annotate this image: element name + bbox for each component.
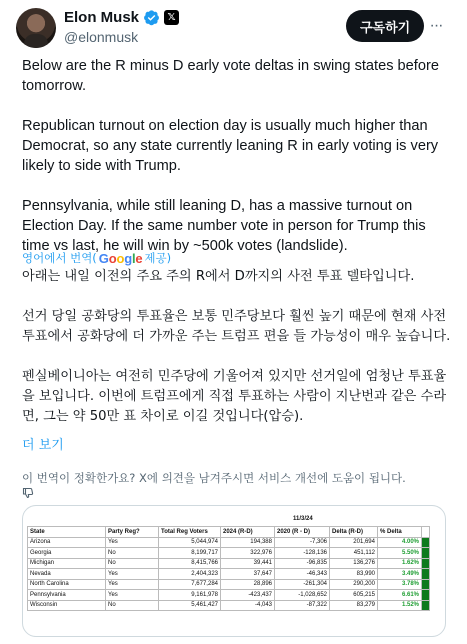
cell-pct-delta: 6.61% (378, 590, 422, 601)
tweet-paragraph: Republican turnout on election day is usually much higher than Democrat, so any state currently leaning R in early voting is very likely to side with Trump. (22, 118, 439, 174)
cell-state: Georgia (28, 548, 106, 559)
cell-party-reg: No (106, 558, 159, 569)
more-options-icon[interactable]: ··· (429, 17, 443, 34)
cell-delta: 605,215 (330, 590, 378, 601)
sheet-date: 11/3/24 (293, 516, 313, 522)
col-header-2020: 2020 (R - D) (275, 527, 330, 538)
green-bar (422, 579, 430, 590)
cell-state: Wisconsin (28, 600, 106, 611)
green-bar (422, 590, 430, 601)
cell-pct-delta: 3.78% (378, 579, 422, 590)
cell-2024: 28,896 (221, 579, 275, 590)
avatar[interactable] (16, 8, 56, 48)
col-header-party-reg: Party Reg? (106, 527, 159, 538)
cell-pct-delta: 4.00% (378, 537, 422, 548)
translation-feedback-text: 이 번역이 정확한가요? X에 의견을 남겨주시면 서비스 개선에 도움이 됩니다. (22, 471, 406, 485)
translation-label-suffix: 제공) (144, 251, 172, 265)
cell-party-reg: No (106, 548, 159, 559)
cell-party-reg: Yes (106, 590, 159, 601)
cell-total-reg: 8,415,766 (159, 558, 221, 569)
cell-2024: 194,388 (221, 537, 275, 548)
google-logo: Google (98, 250, 143, 266)
col-header-2024: 2024 (R-D) (221, 527, 275, 538)
table-row (28, 537, 430, 548)
thumbs-down-icon[interactable] (22, 487, 34, 499)
spreadsheet-image[interactable] (22, 505, 446, 637)
cell-2020: -46,343 (275, 569, 330, 580)
col-header-total-reg: Total Reg Voters (159, 527, 221, 538)
tweet-paragraph: Pennsylvania, while still leaning D, has a massive turnout on Election Day. If the same number vote in person for Trump this time vs last, he will win by ~500k votes (landslide). (22, 198, 426, 254)
table-header-row (28, 527, 430, 538)
table-row (28, 590, 430, 601)
cell-delta: 201,694 (330, 537, 378, 548)
cell-party-reg: Yes (106, 537, 159, 548)
col-header-pct-delta: % Delta (378, 527, 422, 538)
cell-2020: -7,306 (275, 537, 330, 548)
author-name-row (64, 9, 179, 26)
cell-2024: 322,976 (221, 548, 275, 559)
table-row (28, 569, 430, 580)
cell-delta: 83,990 (330, 569, 378, 580)
cell-pct-delta: 1.62% (378, 558, 422, 569)
tweet-paragraph: Below are the R minus D early vote deltas in swing states before tomorrow. (22, 58, 439, 94)
feedback-buttons (22, 487, 34, 499)
cell-delta: 83,279 (330, 600, 378, 611)
cell-party-reg: No (106, 600, 159, 611)
cell-pct-delta: 5.50% (378, 548, 422, 559)
author-display-name[interactable]: Elon Musk (64, 9, 140, 26)
cell-party-reg: Yes (106, 569, 159, 580)
cell-pct-delta: 1.52% (378, 600, 422, 611)
tweet-header (0, 0, 467, 56)
cell-state: Arizona (28, 537, 106, 548)
cell-2024: 37,647 (221, 569, 275, 580)
cell-total-reg: 5,044,974 (159, 537, 221, 548)
cell-2020: -87,322 (275, 600, 330, 611)
cell-2020: -261,304 (275, 579, 330, 590)
green-bar (422, 569, 430, 580)
green-bar (422, 548, 430, 559)
cell-total-reg: 8,199,717 (159, 548, 221, 559)
translation-label-prefix: 영어에서 번역( (22, 251, 97, 265)
green-bar (422, 558, 430, 569)
cell-party-reg: Yes (106, 579, 159, 590)
cell-state: Michigan (28, 558, 106, 569)
cell-total-reg: 2,404,323 (159, 569, 221, 580)
table-row (28, 579, 430, 590)
translated-paragraph: 아래는 내일 이전의 주요 주의 R에서 D까지의 사전 투표 델타입니다. (22, 269, 415, 284)
table-row (28, 558, 430, 569)
col-header-delta: Delta (R-D) (330, 527, 378, 538)
translation-attribution[interactable] (22, 250, 171, 266)
cell-delta: 136,276 (330, 558, 378, 569)
green-bar (422, 537, 430, 548)
cell-total-reg: 9,161,978 (159, 590, 221, 601)
table-row (28, 600, 430, 611)
col-header-state: State (28, 527, 106, 538)
cell-2020: -1,028,652 (275, 590, 330, 601)
translated-body (22, 267, 452, 427)
cell-2020: -96,835 (275, 558, 330, 569)
tweet-body (22, 56, 452, 256)
cell-state: Nevada (28, 569, 106, 580)
cell-delta: 451,112 (330, 548, 378, 559)
cell-2020: -128,136 (275, 548, 330, 559)
translated-paragraph: 선거 당일 공화당의 투표율은 보통 민주당보다 훨씬 높기 때문에 현재 사전 투표에서 공화당에 더 가까운 주는 트럼프 편을 들 가능성이 매우 높습니다. (22, 309, 451, 344)
green-bar (422, 527, 430, 538)
table-row (28, 548, 430, 559)
cell-2024: -423,437 (221, 590, 275, 601)
subscribe-button[interactable]: 구독하기 (346, 10, 424, 42)
cell-2024: -4,043 (221, 600, 275, 611)
vote-table (27, 526, 430, 611)
x-badge-icon: 𝕏 (164, 10, 179, 25)
cell-total-reg: 5,461,427 (159, 600, 221, 611)
cell-state: Pennsylvania (28, 590, 106, 601)
cell-state: North Carolina (28, 579, 106, 590)
show-more-link[interactable]: 더 보기 (22, 438, 64, 453)
green-bar (422, 600, 430, 611)
verified-badge-icon (143, 9, 160, 26)
author-handle[interactable]: @elonmusk (64, 29, 139, 45)
cell-total-reg: 7,677,284 (159, 579, 221, 590)
cell-delta: 290,200 (330, 579, 378, 590)
translated-paragraph: 펜실베이니아는 여전히 민주당에 기울어져 있지만 선거일에 엄청난 투표율을 보입니다. 이번에 트럼프에게 직접 투표하는 사람이 지난번과 같은 수라면, 그는 약 50만 표 차이로 이길 것입니다(압승). (22, 369, 447, 424)
cell-2024: 39,441 (221, 558, 275, 569)
cell-pct-delta: 3.49% (378, 569, 422, 580)
